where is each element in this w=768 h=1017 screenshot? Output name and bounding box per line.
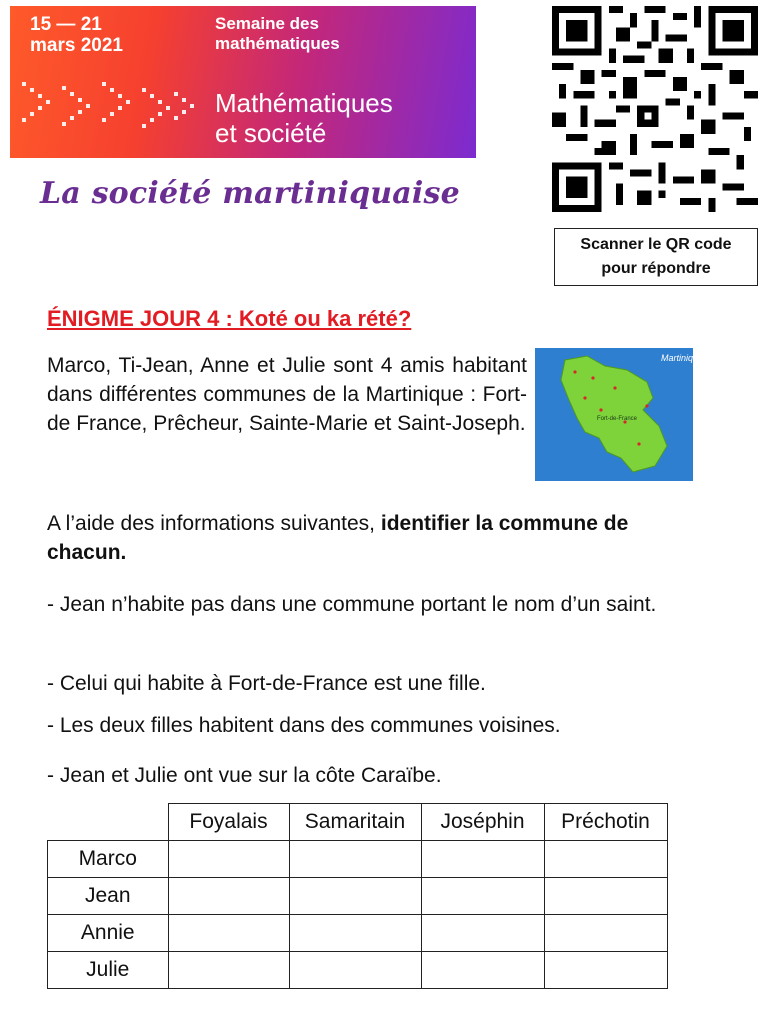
row-header: Marco (48, 841, 169, 878)
answer-cell[interactable] (421, 841, 544, 878)
col-header: Samaritain (289, 804, 421, 841)
answer-cell[interactable] (168, 841, 289, 878)
chevron-dots-decoration (20, 76, 205, 146)
intro-paragraph: Marco, Ti-Jean, Anne et Julie sont 4 amis habitant dans différentes communes de la Martinique : Fort-de France, Prêcheur, Sainte-Marie et Saint-Joseph. (47, 354, 527, 435)
answer-cell[interactable] (421, 878, 544, 915)
answer-grid (47, 803, 668, 989)
answer-cell[interactable] (168, 878, 289, 915)
table-row (48, 841, 668, 878)
theme-line-1: Mathématiques (215, 88, 393, 118)
event-name-line-2: mathématiques (215, 34, 340, 53)
martinique-map-image (535, 348, 704, 481)
grid-header-row (48, 804, 668, 841)
row-header: Annie (48, 915, 169, 952)
answer-cell[interactable] (289, 915, 421, 952)
event-dates (30, 14, 123, 56)
clue-3: - Les deux filles habitent dans des communes voisines. (47, 714, 561, 737)
answer-cell[interactable] (289, 878, 421, 915)
answer-cell[interactable] (168, 915, 289, 952)
qr-instruction-line-1: Scanner le QR code (580, 236, 732, 253)
answer-cell[interactable] (421, 952, 544, 989)
page-subtitle: La société martiniquaise (40, 176, 460, 211)
answer-cell[interactable] (544, 952, 667, 989)
table-row (48, 878, 668, 915)
theme-line-2: et société (215, 118, 327, 148)
answer-cell[interactable] (168, 952, 289, 989)
event-name (215, 14, 340, 54)
col-header: Foyalais (168, 804, 289, 841)
grid-corner (48, 804, 169, 841)
clue-4: - Jean et Julie ont vue sur la côte Caraïbe. (47, 764, 442, 787)
row-header: Jean (48, 878, 169, 915)
event-banner (10, 6, 476, 158)
map-city-label: Fort-de-France (597, 416, 638, 422)
table-row (48, 952, 668, 989)
col-header: Préchotin (544, 804, 667, 841)
qr-instruction-box (554, 228, 758, 286)
clue-1: - Jean n’habite pas dans une commune portant le nom d’un saint. (47, 593, 657, 616)
answer-cell[interactable] (544, 841, 667, 878)
answer-cell[interactable] (544, 878, 667, 915)
task-prefix: A l’aide des informations suivantes, (47, 512, 381, 535)
table-row (48, 915, 668, 952)
col-header: Joséphin (421, 804, 544, 841)
event-name-line-1: Semaine des (215, 14, 319, 33)
answer-cell[interactable] (289, 841, 421, 878)
enigme-title: ÉNIGME JOUR 4 : Koté ou ka rété? (47, 306, 412, 331)
clue-2: - Celui qui habite à Fort-de-France est une fille. (47, 672, 486, 695)
qr-instruction-line-2: pour répondre (601, 260, 711, 277)
map-label: Martinique (661, 353, 704, 363)
answer-cell[interactable] (421, 915, 544, 952)
row-header: Julie (48, 952, 169, 989)
dates-line-1: 15 — 21 (30, 14, 102, 35)
event-theme (215, 88, 393, 148)
task-bold: identifier la commune de chacun. (47, 512, 629, 564)
answer-cell[interactable] (544, 915, 667, 952)
qr-code[interactable] (552, 6, 758, 212)
answer-cell[interactable] (289, 952, 421, 989)
dates-line-2: mars 2021 (30, 35, 123, 56)
task-instruction (47, 509, 647, 567)
